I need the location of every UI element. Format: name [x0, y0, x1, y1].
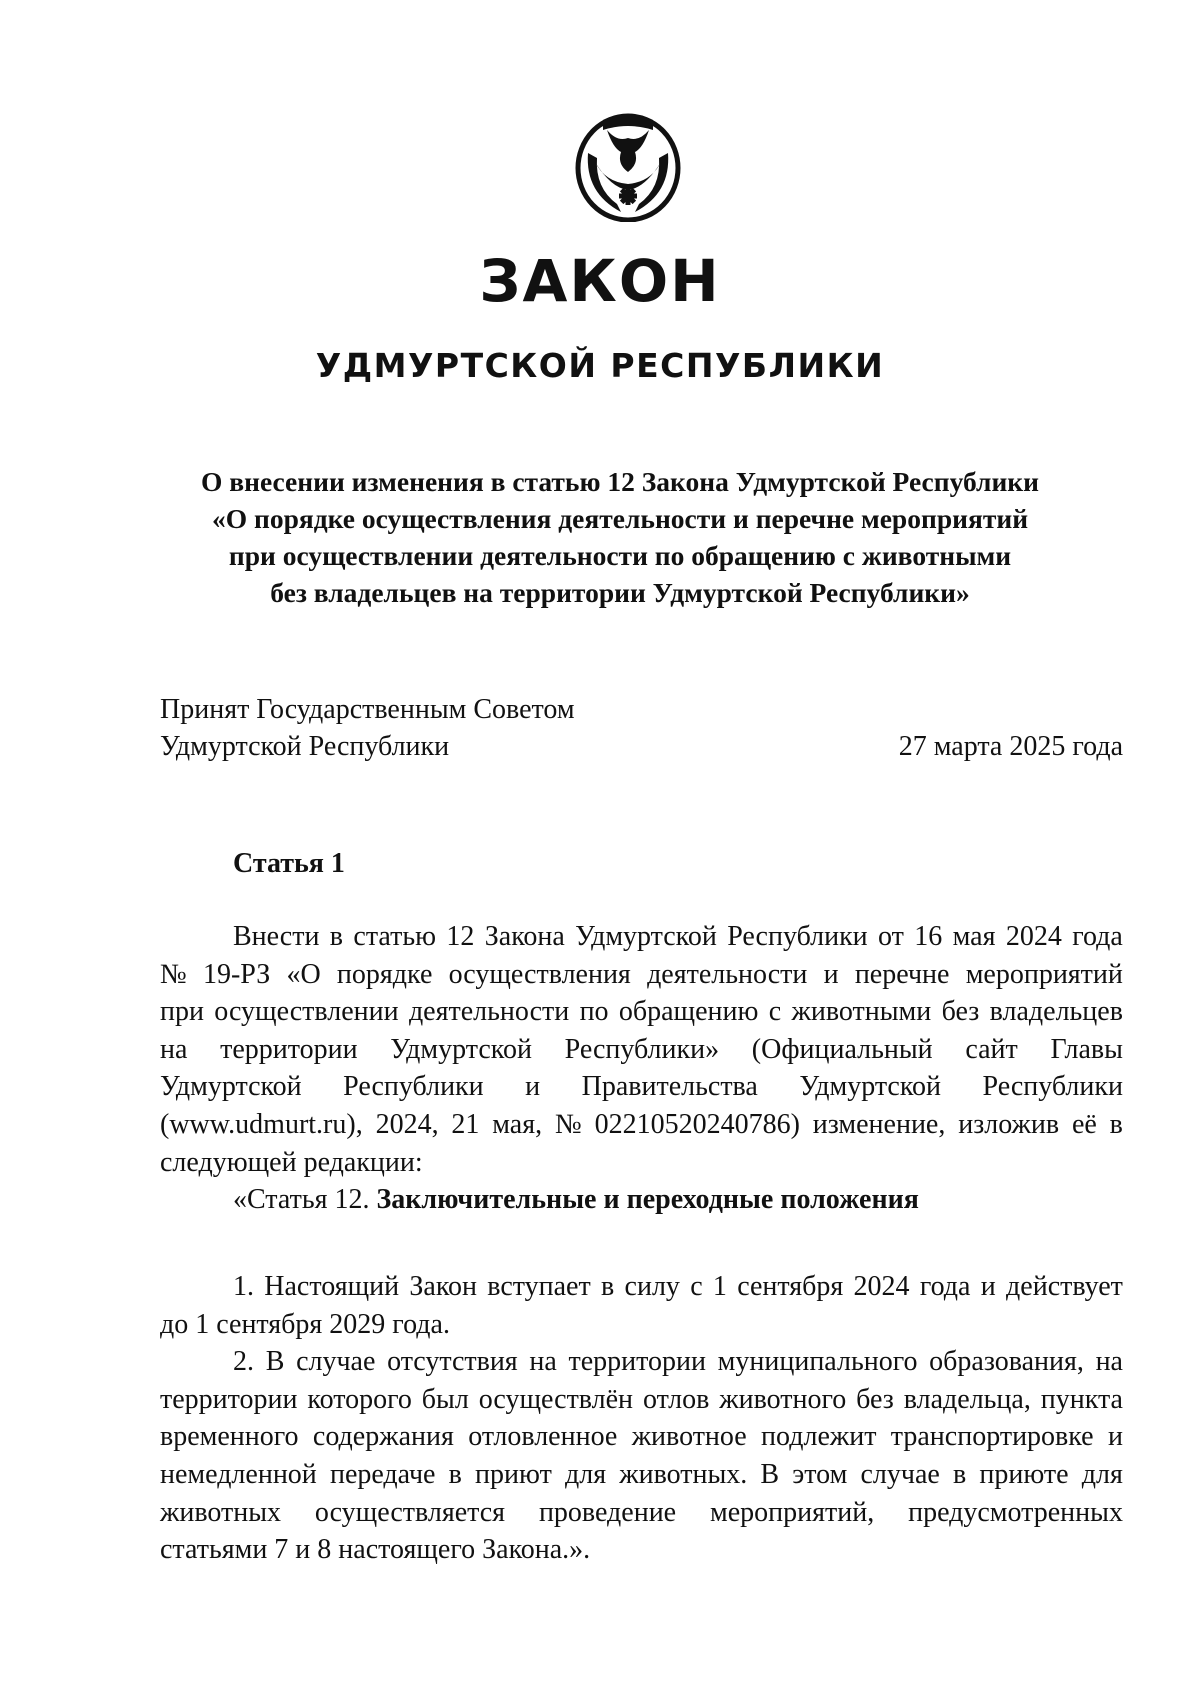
word: 19-РЗ: [202, 958, 271, 990]
word: мероприятий,: [710, 1496, 875, 1528]
word: Удмуртской: [799, 1071, 941, 1103]
word: на: [1095, 1346, 1123, 1378]
provisions: [160, 1268, 1123, 1569]
word: муниципального: [717, 1346, 918, 1378]
text-line: [160, 1068, 1123, 1106]
word: этом: [792, 1458, 848, 1490]
word: с: [690, 1271, 703, 1302]
word: передаче: [329, 1458, 436, 1490]
word: Республики: [982, 1071, 1123, 1103]
word: №: [160, 958, 187, 990]
word: случае: [296, 1346, 376, 1378]
word: изложив: [958, 1108, 1060, 1140]
word: В: [265, 1346, 285, 1378]
word: и: [1107, 1421, 1123, 1453]
word: в: [329, 921, 344, 952]
word: деятельности: [647, 958, 808, 990]
word: животных.: [619, 1458, 748, 1490]
word: 2024: [853, 1271, 910, 1302]
word: силу: [624, 1271, 680, 1302]
provision-1-last-line: [160, 1306, 1123, 1344]
word: Удмуртской: [575, 921, 717, 952]
text-line: [160, 1418, 1123, 1456]
word: для: [564, 1458, 607, 1490]
word: 12: [446, 921, 475, 952]
word: мероприятий: [965, 958, 1123, 990]
provision-1-last-text: до 1 сентября 2029 года.: [160, 1308, 450, 1340]
text-line: [160, 918, 1123, 956]
word: пункта: [1040, 1383, 1123, 1415]
word: приют: [475, 1458, 552, 1490]
word: Республики: [343, 1071, 484, 1103]
word: подлежит: [761, 1421, 877, 1453]
word: которого: [307, 1383, 412, 1415]
word: 1.: [233, 1271, 254, 1302]
word: года: [919, 1271, 971, 1302]
adopted-by-line2: Удмуртской Республики: [160, 731, 450, 762]
adoption-info: [160, 691, 1123, 765]
word: 16: [914, 921, 943, 952]
word: животными: [791, 996, 932, 1028]
adoption-date: 27 марта 2025 года: [898, 731, 1123, 762]
word: Настоящий: [264, 1271, 400, 1302]
text-line: [160, 1106, 1123, 1144]
word: Закона: [484, 921, 565, 952]
text-line: [160, 1494, 1123, 1532]
word: Удмуртской: [160, 1071, 302, 1103]
heading-line: без владельцев на территории Удмуртской Республики»: [270, 577, 970, 608]
word: изменение,: [812, 1108, 946, 1140]
word: Удмуртской: [390, 1033, 532, 1065]
word: немедленной: [160, 1458, 317, 1490]
word: владельца,: [903, 1383, 1031, 1415]
word: В: [760, 1458, 780, 1490]
new-article-heading: [160, 1181, 1123, 1219]
word: деятельности: [408, 996, 570, 1028]
word: Республики»: [564, 1033, 720, 1065]
word: 02210520240786): [594, 1108, 800, 1140]
word: статью: [353, 921, 437, 952]
word: отсутствия: [387, 1346, 518, 1378]
word: в: [601, 1271, 615, 1302]
word: 21: [451, 1108, 480, 1140]
word: приюте: [979, 1458, 1069, 1490]
word: в: [1109, 1108, 1123, 1140]
word: «О: [286, 958, 321, 990]
word: животное: [631, 1421, 747, 1453]
word: Закон: [409, 1271, 478, 1302]
word: в: [953, 1458, 967, 1490]
word: владельцев: [989, 996, 1123, 1028]
word: №: [554, 1108, 582, 1140]
word: мая,: [492, 1108, 543, 1140]
text-line: [160, 956, 1123, 994]
word: проведение: [538, 1496, 677, 1528]
word: с: [768, 996, 782, 1028]
word: животного: [719, 1383, 847, 1415]
word: территории: [160, 1383, 298, 1415]
text-line: [160, 1456, 1123, 1494]
word: по: [579, 996, 609, 1028]
word: на: [160, 1033, 188, 1065]
word: временного: [160, 1421, 299, 1453]
word: территории: [220, 1033, 358, 1065]
paragraph-last-line: [160, 1144, 1123, 1182]
word: сентября: [737, 1271, 844, 1302]
word: (Официальный: [751, 1033, 933, 1065]
word: 2024,: [375, 1108, 439, 1140]
word: образования,: [929, 1346, 1084, 1378]
word: Главы: [1050, 1033, 1123, 1065]
text-line: [160, 1268, 1123, 1306]
word: содержания: [312, 1421, 454, 1453]
word: осуществлении: [214, 996, 399, 1028]
word: без: [941, 996, 980, 1028]
text-line: [160, 1031, 1123, 1069]
word: отловленное: [468, 1421, 618, 1453]
word: животных: [160, 1496, 282, 1528]
word: осуществлён: [478, 1383, 634, 1415]
word: 2024: [1005, 921, 1062, 952]
word: 1: [712, 1271, 727, 1302]
provision-2-last-text: статьями 7 и 8 настоящего Закона.».: [160, 1534, 591, 1566]
word: отлов: [642, 1383, 710, 1415]
text-line: [160, 1343, 1123, 1381]
law-heading: [160, 463, 1080, 611]
article-body: [160, 918, 1123, 1219]
heading-line: О внесении изменения в статью 12 Закона Удмуртской Республики: [201, 466, 1039, 497]
word: при: [160, 996, 204, 1028]
text-line: [160, 993, 1123, 1031]
word: осуществления: [448, 958, 631, 990]
provision-2-last-line: [160, 1531, 1123, 1569]
word: Правительства: [581, 1071, 758, 1103]
word: года: [1072, 921, 1123, 952]
word: случае: [860, 1458, 940, 1490]
word: её: [1071, 1108, 1097, 1140]
word: без: [856, 1383, 894, 1415]
word: транспортировке: [890, 1421, 1094, 1453]
word: Республики: [727, 921, 868, 952]
word: сайт: [965, 1033, 1018, 1065]
word: от: [878, 921, 904, 952]
word: для: [1081, 1458, 1123, 1490]
paragraph-last-text: следующей редакции:: [160, 1146, 423, 1178]
word: вступает: [487, 1271, 591, 1302]
word: осуществляется: [314, 1496, 506, 1528]
word: мая: [952, 921, 996, 952]
word: в: [448, 1458, 462, 1490]
word: 2.: [233, 1346, 254, 1378]
word: обращению: [618, 996, 759, 1028]
word: (www.udmurt.ru),: [160, 1108, 363, 1140]
word: на: [529, 1346, 557, 1378]
word: порядке: [336, 958, 433, 990]
word: и: [980, 1271, 996, 1302]
heading-line: «О порядке осуществления деятельности и перечне мероприятий: [211, 503, 1029, 534]
document-subtitle: УДМУРТСКОЙ РЕСПУБЛИКИ: [315, 346, 885, 385]
word: территории: [568, 1346, 706, 1378]
new-article-title: Заключительные и переходные положения: [376, 1184, 919, 1216]
word: и: [823, 958, 839, 990]
word: предусмотренных: [908, 1496, 1123, 1528]
word: был: [421, 1383, 469, 1415]
word: и: [525, 1071, 541, 1103]
text-line: [160, 1381, 1123, 1419]
heading-line: при осуществлении деятельности по обращению с животными: [228, 540, 1012, 571]
new-article-prefix: «Статья 12.: [233, 1184, 370, 1216]
word: Внести: [233, 921, 320, 952]
document-title: ЗАКОН: [479, 247, 721, 315]
word: перечне: [854, 958, 950, 990]
word: действует: [1006, 1271, 1123, 1302]
article-title: Статья 1: [233, 848, 345, 879]
udmurt-coat-of-arms-icon: [573, 108, 683, 222]
adopted-by-line1: Принят Государственным Советом: [160, 694, 575, 725]
